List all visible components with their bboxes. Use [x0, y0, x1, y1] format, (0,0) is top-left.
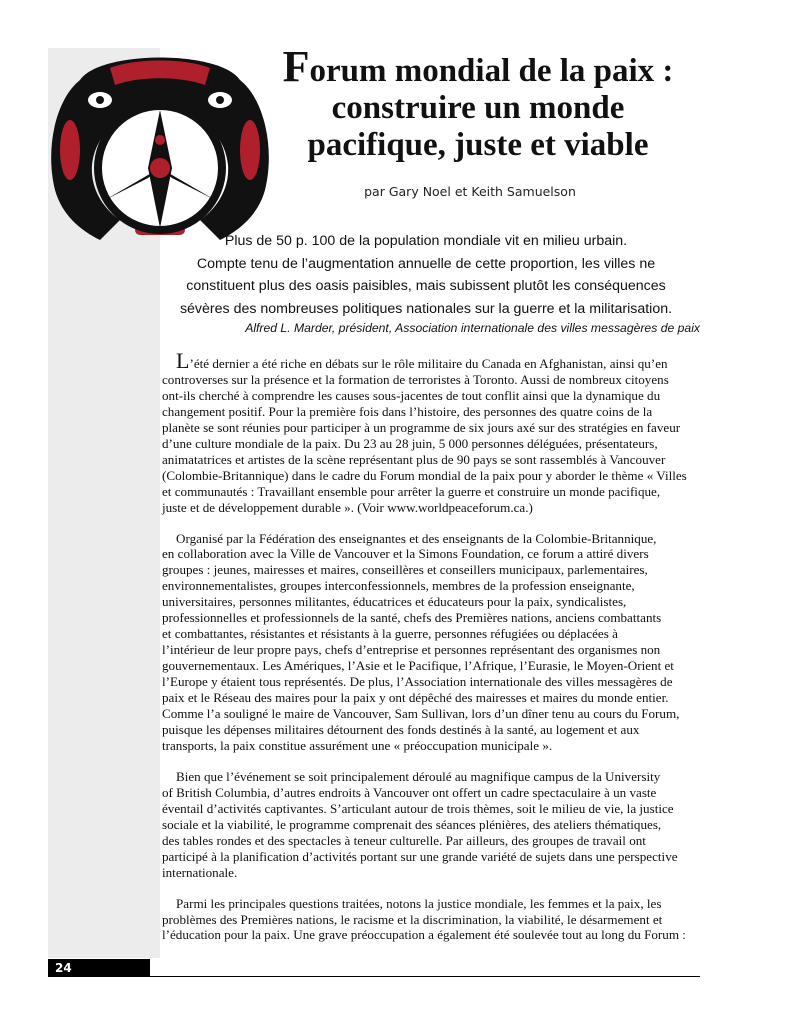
quote-line: Compte tenu de l’augmentation annuelle de cette proportion, les villes ne	[196, 255, 656, 272]
body-line: transports, la paix constitue assurément une « préoccupation municipale ».	[162, 737, 553, 753]
body-line: juste et de développement durable ». (Voir www.worldpeaceforum.ca.)	[162, 499, 533, 515]
body-line: Organisé par la Fédération des enseignantes et des enseignants de la Colombie-Britannique,	[176, 530, 657, 546]
body-line: groupes : jeunes, mairesses et maires, conseillères et conseillers municipaux, parlementaires,	[162, 562, 648, 578]
first-nations-dove-logo	[40, 40, 280, 255]
body-line: universitaires, personnes militantes, éducatrices et éducateurs pour la paix, syndicalistes,	[162, 594, 627, 610]
title-cap-letter: F	[282, 42, 310, 91]
paragraph-4	[162, 896, 702, 944]
body-line: L’été dernier a été riche en débats sur le rôle militaire du Canada en Afghanistan, ainsi qu’en	[176, 348, 668, 373]
body-line: paix et le Réseau des maires pour la paix y ont dépêché des mairesses et maires du monde entier.	[162, 690, 669, 706]
body-line: controverses sur la présence et la formation de terroristes à Toronto. Aussi de nombreux citoyens	[162, 371, 669, 387]
body-line: et communautés : Travaillant ensemble pour arrêter la guerre et construire un monde pacifique,	[162, 483, 661, 499]
body-line: éventail d’activités captivantes. S’articulant autour de trois thèmes, soit le milieu de vie, la justice	[162, 800, 674, 816]
body-line: l’intérieur de leur propre pays, chefs d’entreprise et personnes représentant des organismes non	[162, 642, 661, 658]
footer-rule	[150, 976, 700, 977]
title-line-1	[258, 42, 698, 91]
body-line: (Colombie-Britannique) dans le cadre du Forum mondial de la paix pour y aborder le thème « Villes	[162, 467, 687, 483]
body-line: gouvernementaux. Les Amériques, l’Asie et le Pacifique, l’Afrique, l’Eurasie, le Moyen-Orient et	[162, 658, 674, 674]
quote-attribution: Alfred L. Marder, président, Association internationale des villes messagères de paix	[245, 321, 700, 335]
paragraph-3	[162, 769, 702, 881]
body-line: Comme l’a souligné le maire de Vancouver, Sam Sullivan, lors d’un dîner tenu au cours du Forum,	[162, 706, 680, 722]
body-line: animatatrices et artistes de la scène représentant plus de 90 pays se sont rassemblés à Vancouver	[162, 451, 666, 467]
page-number: 24	[55, 961, 72, 975]
title-line-1-rest: orum mondial de la paix :	[309, 53, 674, 89]
quote-line: Plus de 50 p. 100 de la population mondiale vit en milieu urbain.	[224, 233, 628, 249]
body-line: internationale.	[162, 864, 238, 880]
article-title	[258, 42, 698, 164]
body-line: sociale et la viabilité, le programme comprenait des séances plénières, des ateliers thématiques,	[162, 816, 662, 832]
body-line: Parmi les principales questions traitées, notons la justice mondiale, les femmes et la paix, les	[176, 895, 662, 911]
title-line-2: construire un monde	[331, 90, 625, 126]
article-body	[162, 348, 702, 958]
quote-line: sévères des nombreuses politiques nationales sur la guerre et la militarisation.	[179, 300, 673, 317]
body-line: environnementalistes, groupes interconfessionnels, membres de la profession enseignante,	[162, 578, 635, 594]
body-line: planète se sont réunies pour participer à un programme de six jours axé sur des stratégies en faveur	[162, 419, 681, 435]
body-line: l’Europe y étaient tous représentés. De plus, l’Association internationale des villes messagères de	[162, 674, 673, 690]
body-line: changement positif. Pour la première fois dans l’histoire, des personnes des quatre coins de la	[162, 403, 653, 419]
body-line: puisque les dépenses militaires détournent des fonds destinés à la santé, au logement et aux	[162, 721, 640, 737]
body-line: professionnelles et professionnels de la santé, chefs des Premières nations, anciens combattants	[162, 610, 662, 626]
paragraph-2	[162, 531, 702, 754]
body-line: of British Columbia, d’autres endroits à Vancouver ont offert un cadre spectaculaire à un vaste	[162, 784, 657, 800]
body-line: d’une culture mondiale de la paix. Du 23 au 28 juin, 5 000 personnes déléguées, présentateurs,	[162, 435, 658, 451]
body-line: l’éducation pour la paix. Une grave préoccupation a également été soulevée tout au long du Forum :	[162, 927, 686, 943]
body-line: problèmes des Premières nations, le racisme et la discrimination, la viabilité, le désarmement et	[162, 911, 663, 927]
pull-quote	[168, 230, 684, 320]
title-line-3: pacifique, juste et viable	[307, 127, 649, 163]
paragraph-1	[162, 348, 702, 516]
body-line: et combattantes, résistantes et résistants à la guerre, personnes réfugiées ou déplacées à	[162, 626, 618, 642]
drop-cap: L	[176, 348, 190, 373]
body-line: des tables rondes et des spectacles à teneur culturelle. Par ailleurs, des groupes de travail ont	[162, 832, 646, 848]
byline: par Gary Noel et Keith Samuelson	[364, 184, 576, 199]
body-line: participé à la planification d’activités portant sur une grande variété de sujets dans une perspective	[162, 848, 678, 864]
quote-line: constituent plus des oasis paisibles, mais subissent plutôt les conséquences	[186, 278, 666, 294]
body-line: Bien que l’événement se soit principalement déroulé au magnifique campus de la University	[176, 768, 661, 784]
body-line: ont-ils cherché à comprendre les causes sous-jacentes de tout conflit ainsi que la dynamique du	[162, 387, 661, 403]
body-line: en collaboration avec la Ville de Vancouver et la Simons Foundation, ce forum a attiré divers	[162, 546, 649, 562]
